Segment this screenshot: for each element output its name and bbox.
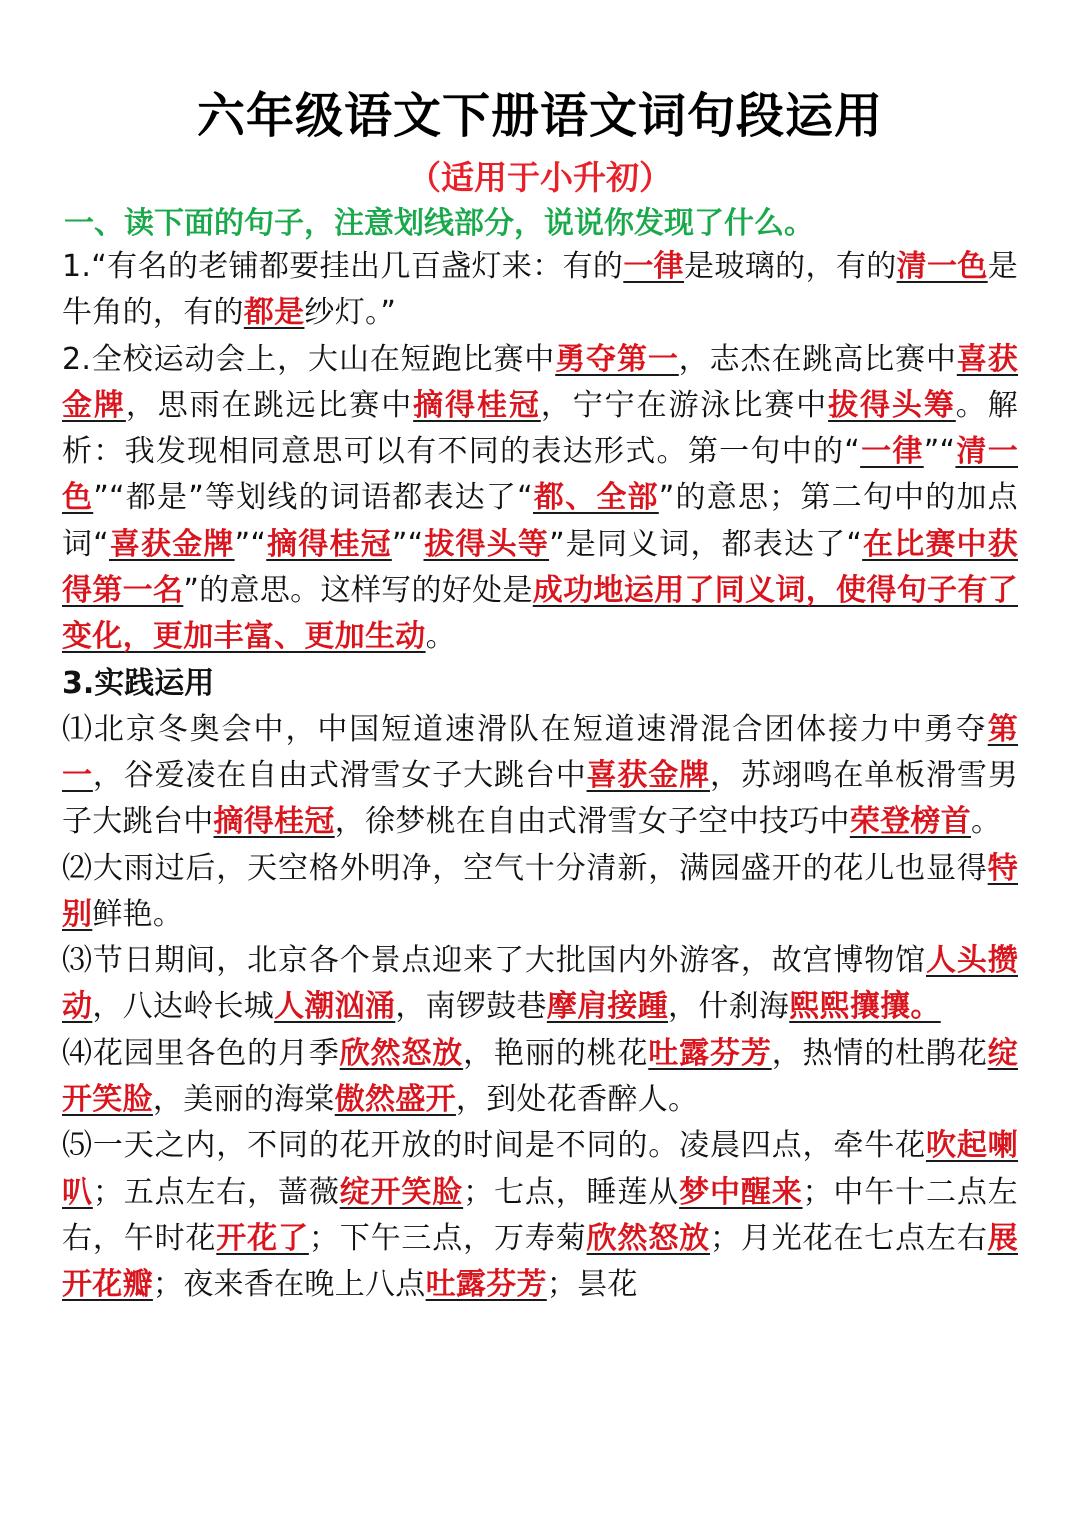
text-run: 。解析：我发现相同意思可以有不同的表达形式。第一句中的“ <box>62 387 1019 470</box>
text-run: ”“ <box>234 526 267 562</box>
highlight-word: 绽开笑脸 <box>62 1035 1018 1118</box>
practice-item-2 <box>62 846 1018 939</box>
highlight-word: 欣然怒放 <box>339 1035 464 1071</box>
page-subtitle: （适用于小升初） <box>408 158 672 197</box>
text-run: ；七点，睡莲从 <box>463 1174 680 1210</box>
highlight-word: 拔得头等 <box>423 526 550 562</box>
text-run: ；下午三点，万寿菊 <box>308 1220 587 1256</box>
text-run: ，南锣鼓巷 <box>395 989 547 1025</box>
highlight-word: 成功地运用了同义词，使得句子有了变化，更加丰富、更加生动 <box>62 573 1018 655</box>
practice-item-5 <box>62 1123 1018 1308</box>
text-run: ，美丽的海棠 <box>152 1082 335 1118</box>
text-run: 。 <box>425 619 456 655</box>
text-run: ，志杰在跳高比赛中 <box>678 341 957 377</box>
text-run: ，思雨在跳远比赛中 <box>125 387 414 423</box>
highlight-word: 摘得桂冠 <box>266 526 392 562</box>
highlight-word: 在比赛中获得第一名 <box>62 526 1019 609</box>
text-run: ”“ <box>391 526 424 562</box>
section-heading: 一、读下面的句子，注意划线部分，说说你发现了什么。 <box>64 206 814 241</box>
text-run: ，徐梦桃在自由式滑雪女子空中技巧中 <box>334 804 850 840</box>
practice-item-4 <box>62 1031 1018 1124</box>
highlight-word: 展开花瓣 <box>62 1220 1019 1303</box>
text-run: 1.“有名的老铺都要挂出几百盏灯来：有的 <box>62 249 624 284</box>
highlight-word: 喜获金牌 <box>586 757 710 793</box>
highlight-word: 清一色 <box>896 249 988 284</box>
text-run: ，宁宁在游泳比赛中 <box>540 387 829 423</box>
practice-label: 3.实践运用 <box>62 665 215 701</box>
highlight-word: 摘得桂冠 <box>213 804 335 840</box>
highlight-word: 欣然怒放 <box>586 1220 710 1256</box>
highlight-word: 摘得桂冠 <box>413 387 541 423</box>
text-run: ”的意思；第二句中的加点词“ <box>62 480 1018 562</box>
text-run: ”“都是”等划线的词语都表达了“ <box>93 480 533 516</box>
highlight-word: 荣登榜首 <box>849 804 972 840</box>
highlight-word: 喜获金牌 <box>62 341 1019 423</box>
highlight-word: 梦中醒来 <box>679 1174 803 1210</box>
text-run: ；月光花在七点左右 <box>710 1220 988 1256</box>
text-run: ⑵大雨过后，天空格外明净，空气十分清新，满园盛开的花儿也显得 <box>62 850 988 886</box>
text-run: ；中午十二点左右，午时花 <box>62 1174 1018 1256</box>
highlight-word: 拔得头筹 <box>828 387 956 423</box>
highlight-word: 傲然盛开 <box>334 1082 456 1118</box>
highlight-word: 第一 <box>62 711 1018 793</box>
highlight-word: 吹起喇叭 <box>62 1128 1018 1210</box>
text-run: ，苏翊鸣在单板滑雪男子大跳台中 <box>62 757 1019 840</box>
text-run: ”是同义词，都表达了“ <box>549 526 863 562</box>
text-run: ，八达岭长城 <box>92 989 275 1025</box>
highlight-word: 都是 <box>243 295 305 331</box>
highlight-word: 喜获金牌 <box>109 526 235 562</box>
highlight-word: 人潮汹涌 <box>274 989 396 1025</box>
page-title: 六年级语文下册语文词句段运用 <box>196 88 883 144</box>
highlight-word: 人头攒动 <box>62 943 1018 1025</box>
highlight-word: 吐露芬芳 <box>425 1267 547 1303</box>
text-run: ；夜来香在晚上八点 <box>152 1267 426 1303</box>
text-run: ⑷花园里各色的月季 <box>62 1035 340 1071</box>
text-run: ，到处花香醉人。 <box>455 1082 699 1118</box>
highlight-word: 摩肩接踵 <box>546 989 669 1025</box>
text-run: ；昙花 <box>546 1267 638 1303</box>
text-run: ”的意思。这样写的好处是 <box>183 573 533 609</box>
text-run: ，谷爱凌在自由式滑雪女子大跳台中 <box>92 757 587 793</box>
item-1 <box>62 244 1018 337</box>
text-run: ；五点左右，蔷薇 <box>92 1174 340 1210</box>
text-run: 是玻璃的，有的 <box>684 249 897 284</box>
text-run: ，热情的杜鹃花 <box>771 1035 988 1071</box>
highlight-word: 都、全部 <box>533 480 659 516</box>
text-run: 。 <box>971 804 1002 840</box>
highlight-word: 特别 <box>62 850 1018 932</box>
highlight-word: 熙熙攘攘。 <box>789 989 941 1025</box>
text-run: 是牛角的，有的 <box>62 249 1018 331</box>
highlight-word: 清一色 <box>62 434 1018 516</box>
text-run: 2.全校运动会上，大山在短跑比赛中 <box>62 341 556 377</box>
text-run: 鲜艳。 <box>92 896 184 932</box>
item-2 <box>62 337 1018 661</box>
text-run: 纱灯。” <box>304 295 397 331</box>
practice-item-1 <box>62 707 1018 846</box>
text-run: ⑴北京冬奥会中，中国短道速滑队在短道速滑混合团体接力中勇夺 <box>62 711 988 747</box>
practice-item-3 <box>62 938 1018 1031</box>
text-run: ，艳丽的桃花 <box>463 1035 649 1071</box>
highlight-word: 吐露芬芳 <box>648 1035 772 1071</box>
text-run: ”“ <box>923 434 956 470</box>
highlight-word: 勇夺第一 <box>555 341 679 377</box>
highlight-word: 开花了 <box>216 1220 309 1256</box>
text-run: ⑶节日期间，北京各个景点迎来了大批国内外游客，故宫博物馆 <box>62 943 926 979</box>
text-run: ⑸一天之内，不同的花开放的时间是不同的。凌晨四点，牵牛花 <box>62 1128 926 1164</box>
highlight-word: 一律 <box>623 249 685 284</box>
text-run: ，什刹海 <box>668 989 790 1025</box>
highlight-word: 一律 <box>860 434 924 470</box>
highlight-word: 绽开笑脸 <box>339 1174 464 1210</box>
